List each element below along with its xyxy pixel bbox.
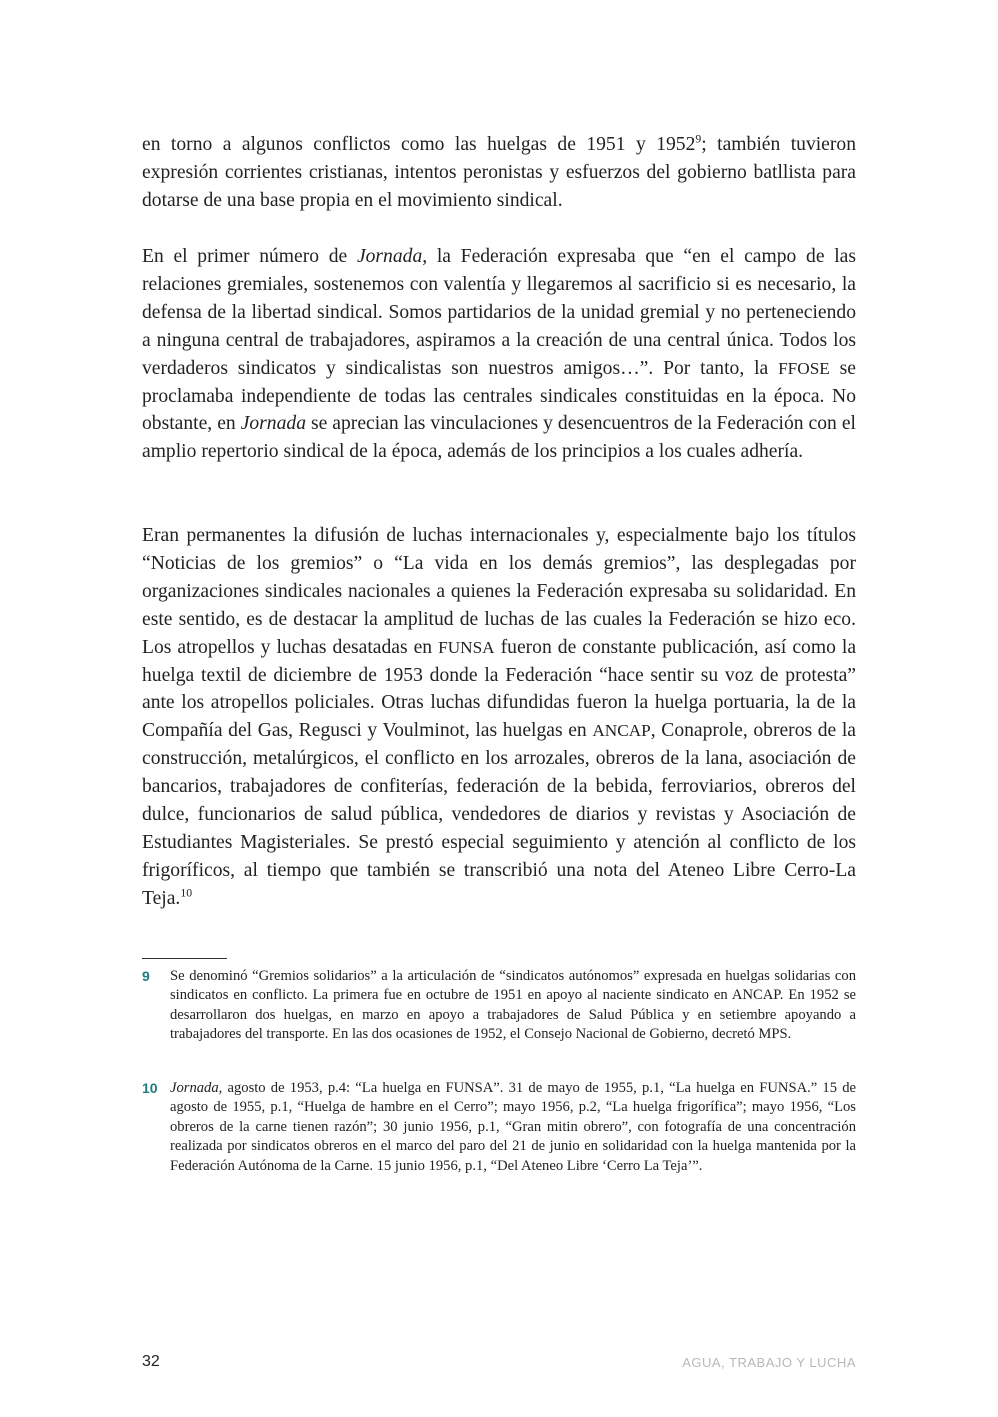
footnote-number: 10 — [142, 1080, 158, 1096]
page-number: 32 — [142, 1353, 160, 1370]
ffose-abbr: FFOSE — [778, 358, 830, 378]
footnote-9 — [142, 967, 856, 1045]
jornada-title: Jornada — [170, 1080, 219, 1096]
footnote-ref-10[interactable]: 10 — [180, 886, 193, 900]
paragraph-2-text-d: se aprecian las vinculaciones y desencuentros de la Federación con el amplio repertorio sindical de la época, además de los principios a los cuales adhería. — [142, 413, 856, 463]
footnote-10-body: , agosto de 1953, p.4: “La huelga en FUNSA”. 31 de mayo de 1955, p.1, “La huelga en FUNSA.” 15 de agosto de 1955, p.1, “Huelga de hambre en el Cerro”; mayo 1956, p.2, “La huelga frigorífica”; mayo 1956, “Los obreros de la carne tienen razón”; 30 junio 1956, p.1, “Gran mitin obrero”, con fotografía de una concentración realizada por sindicatos obreros en el marco del paro del 21 de junio en solidaridad con la huelga mantenida por la Federación Autónoma de la Carne. 15 junio 1956, p.1, “Del Ateneo Libre ‘Cerro La Teja’”. — [170, 1080, 856, 1174]
ancap-abbr: ANCAP — [592, 721, 651, 741]
paragraph-3-text-c: , Conaprole, obreros de la construcción, metalúrgicos, el conflicto en los arrozales, obreros de la lana, asociación de bancarios, trabajadores de confiterías, federación de la bebida, ferroviarios, obreros del dulce, funcionarios de salud pública, vendedores de diarios y revistas y Asociación de Estudiantes Magisteriales. Se prestó especial seguimiento y atención al conflicto de los frigoríficos, al tiempo que también se transcribió una nota del Ateneo Libre Cerro-La Teja. — [142, 720, 856, 909]
footnote-text — [170, 1079, 856, 1176]
paragraph-3 — [142, 522, 856, 913]
funsa-abbr: FUNSA — [438, 637, 495, 657]
paragraph-2 — [142, 243, 856, 466]
jornada-title: Jornada — [356, 246, 423, 267]
paragraph-2-text-b: , la Federación expresaba que “en el campo de las relaciones gremiales, sostenemos con valentía y llegaremos al sacrificio si es necesario, la defensa de la libertad sindical. Somos partidarios de la unidad gremial y no perteneciendo a ninguna central de trabajadores, aspiramos a la creación de una central única. Todos los verdaderos sindicatos y sindicalistas son nuestros amigos…”. Por tanto, la — [142, 246, 856, 379]
running-head: AGUA, TRABAJO Y LUCHA — [682, 1355, 856, 1370]
paragraph-3-text-a: Eran permanentes la difusión de luchas internacionales y, especialmente bajo los títulos “Noticias de los gremios” o “La vida en los demás gremios”, las desplegadas por organizaciones sindicales nacionales a quienes la Federación expresaba su solidaridad. En este sentido, es de destacar la amplitud de luchas de las cuales la Federación se hizo eco. Los atropellos y luchas desatadas en — [142, 525, 856, 658]
paragraph-2-text-a: En el primer número de — [142, 246, 357, 267]
footnote-number: 9 — [142, 968, 150, 984]
paragraph-1-text-b: ; también tuvieron expresión corrientes cristianas, intentos peronistas y esfuerzos del gobierno batllista para dotarse de una base propia en el movimiento sindical. — [142, 134, 856, 211]
jornada-title: Jornada — [240, 413, 306, 435]
paragraph-3-text-b: fueron de constante publicación, así como la huelga textil de diciembre de 1953 donde la Federación “hace sentir su voz de protesta” ante los atropellos policiales. Otras luchas difundidas fueron la huelga portuaria, la de la Compañía del Gas, Regusci y Voulminot, las huelgas en — [142, 636, 857, 742]
paragraph-1 — [142, 131, 856, 215]
footnote-ref-9[interactable]: 9 — [695, 132, 702, 146]
footnote-divider — [142, 958, 227, 959]
paragraph-2-text-c: se proclamaba independiente de todas las centrales sindicales constituidas en la época. No obstante, en — [142, 357, 856, 435]
paragraph-1-text-a: en torno a algunos conflictos como las huelgas de 1951 y 1952 — [142, 134, 696, 155]
footnote-10 — [142, 1079, 856, 1176]
footnote-text: Se denominó “Gremios solidarios” a la articulación de “sindicatos autónomos” expresada en huelgas solidarias con sindicatos en conflicto. La primera fue en octubre de 1951 en apoyo al naciente sindicato en ANCAP. En 1952 se desarrollaron dos huelgas, en marzo en apoyo a trabajadores de Salud Pública y en setiembre apoyando a trabajadores del transporte. En las dos ocasiones de 1952, el Consejo Nacional de Gobierno, decretó MPS. — [170, 968, 856, 1043]
